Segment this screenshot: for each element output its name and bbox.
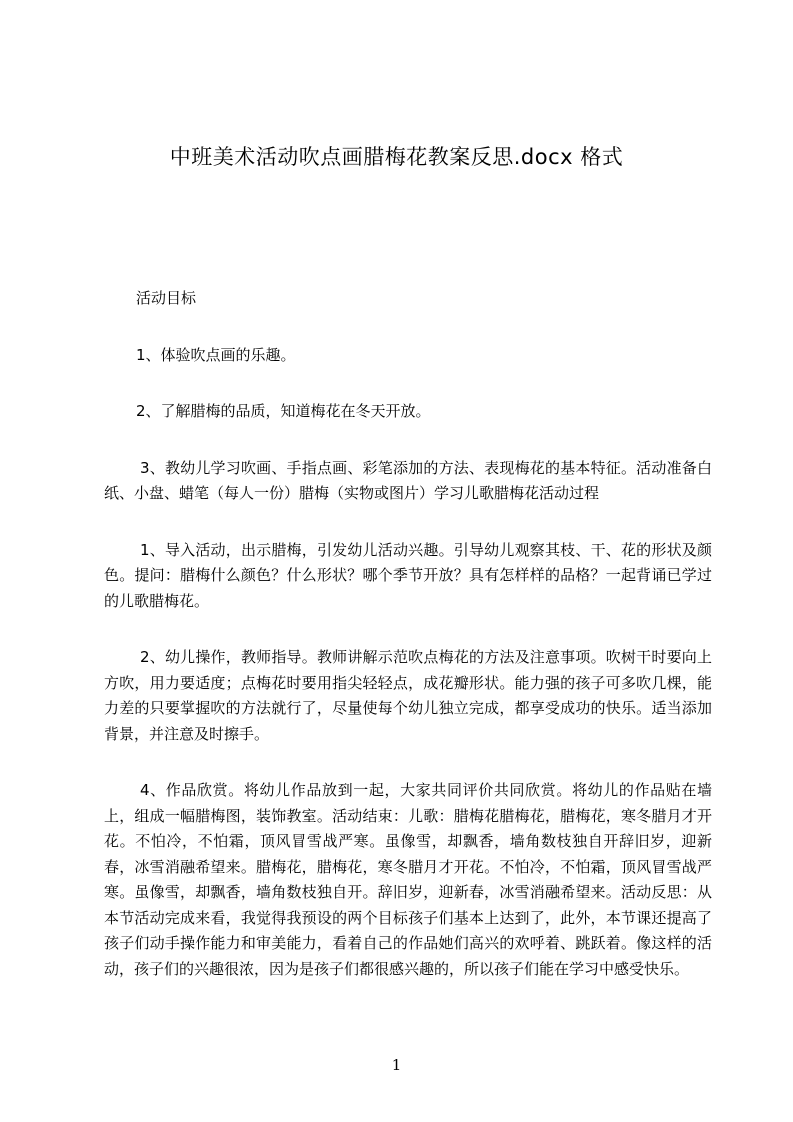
document-body [104,286,712,1013]
paragraph: 2、了解腊梅的品质，知道梅花在冬天开放。 [136,402,431,420]
paragraph: 4、作品欣赏。将幼儿作品放到一起，大家共同评价共同欣赏。将幼儿的作品贴在墙上，组成一幅腊梅图，装饰教室。活动结束：儿歌：腊梅花腊梅花，腊梅花，寒冬腊月才开花。不怕冷，不怕霜，顶风冒雪战严寒。虽像雪，却飘香，墙角数枝独自开辞旧岁，迎新春，冰雪消融希望来。腊梅花，腊梅花，寒冬腊月才开花。不怕冷，不怕霜，顶风冒雪战严寒。虽像雪，却飘香，墙角数枝独自开。辞旧岁，迎新春，冰雪消融希望来。活动反思：从本节活动完成来看，我觉得我预设的两个目标孩子们基本上达到了，此外，本节课还提高了孩子们动手操作能力和审美能力，看着自己的作品她们高兴的欢呼着、跳跃着。像这样的活动，孩子们的兴趣很浓，因为是孩子们都很感兴趣的，所以孩子们能在学习中感受快乐。 [104,781,712,978]
paragraph: 1、体验吹点画的乐趣。 [136,345,296,364]
document-title: 中班美术活动吹点画腊梅花教案反思.docx 格式 [169,145,624,169]
page-number: 1 [391,1056,402,1074]
section-heading-objectives: 活动目标 [136,289,197,307]
paragraph: 2、幼儿操作，教师指导。教师讲解示范吹点梅花的方法及注意事项。吹树干时要向上方吹，用力要适度；点梅花时要用指尖轻轻点，成花瓣形状。能力强的孩子可多吹几棵，能力差的只要掌握吹的方法就行了，尽量使每个幼儿独立完成，都享受成功的快乐。适当添加背景，并注意及时擦手。 [104,648,712,743]
paragraph: 1、导入活动，出示腊梅，引发幼儿活动兴趣。引导幼儿观察其枝、干、花的形状及颜色。提问：腊梅什么颜色？什么形状？哪个季节开放？具有怎样样的品格？一起背诵已学过的儿歌腊梅花。 [104,540,712,610]
paragraph: 3、教幼儿学习吹画、手指点画、彩笔添加的方法、表现梅花的基本特征。活动准备白纸、小盘、蜡笔（每人一份）腊梅（实物或图片）学习儿歌腊梅花活动过程 [104,458,712,502]
